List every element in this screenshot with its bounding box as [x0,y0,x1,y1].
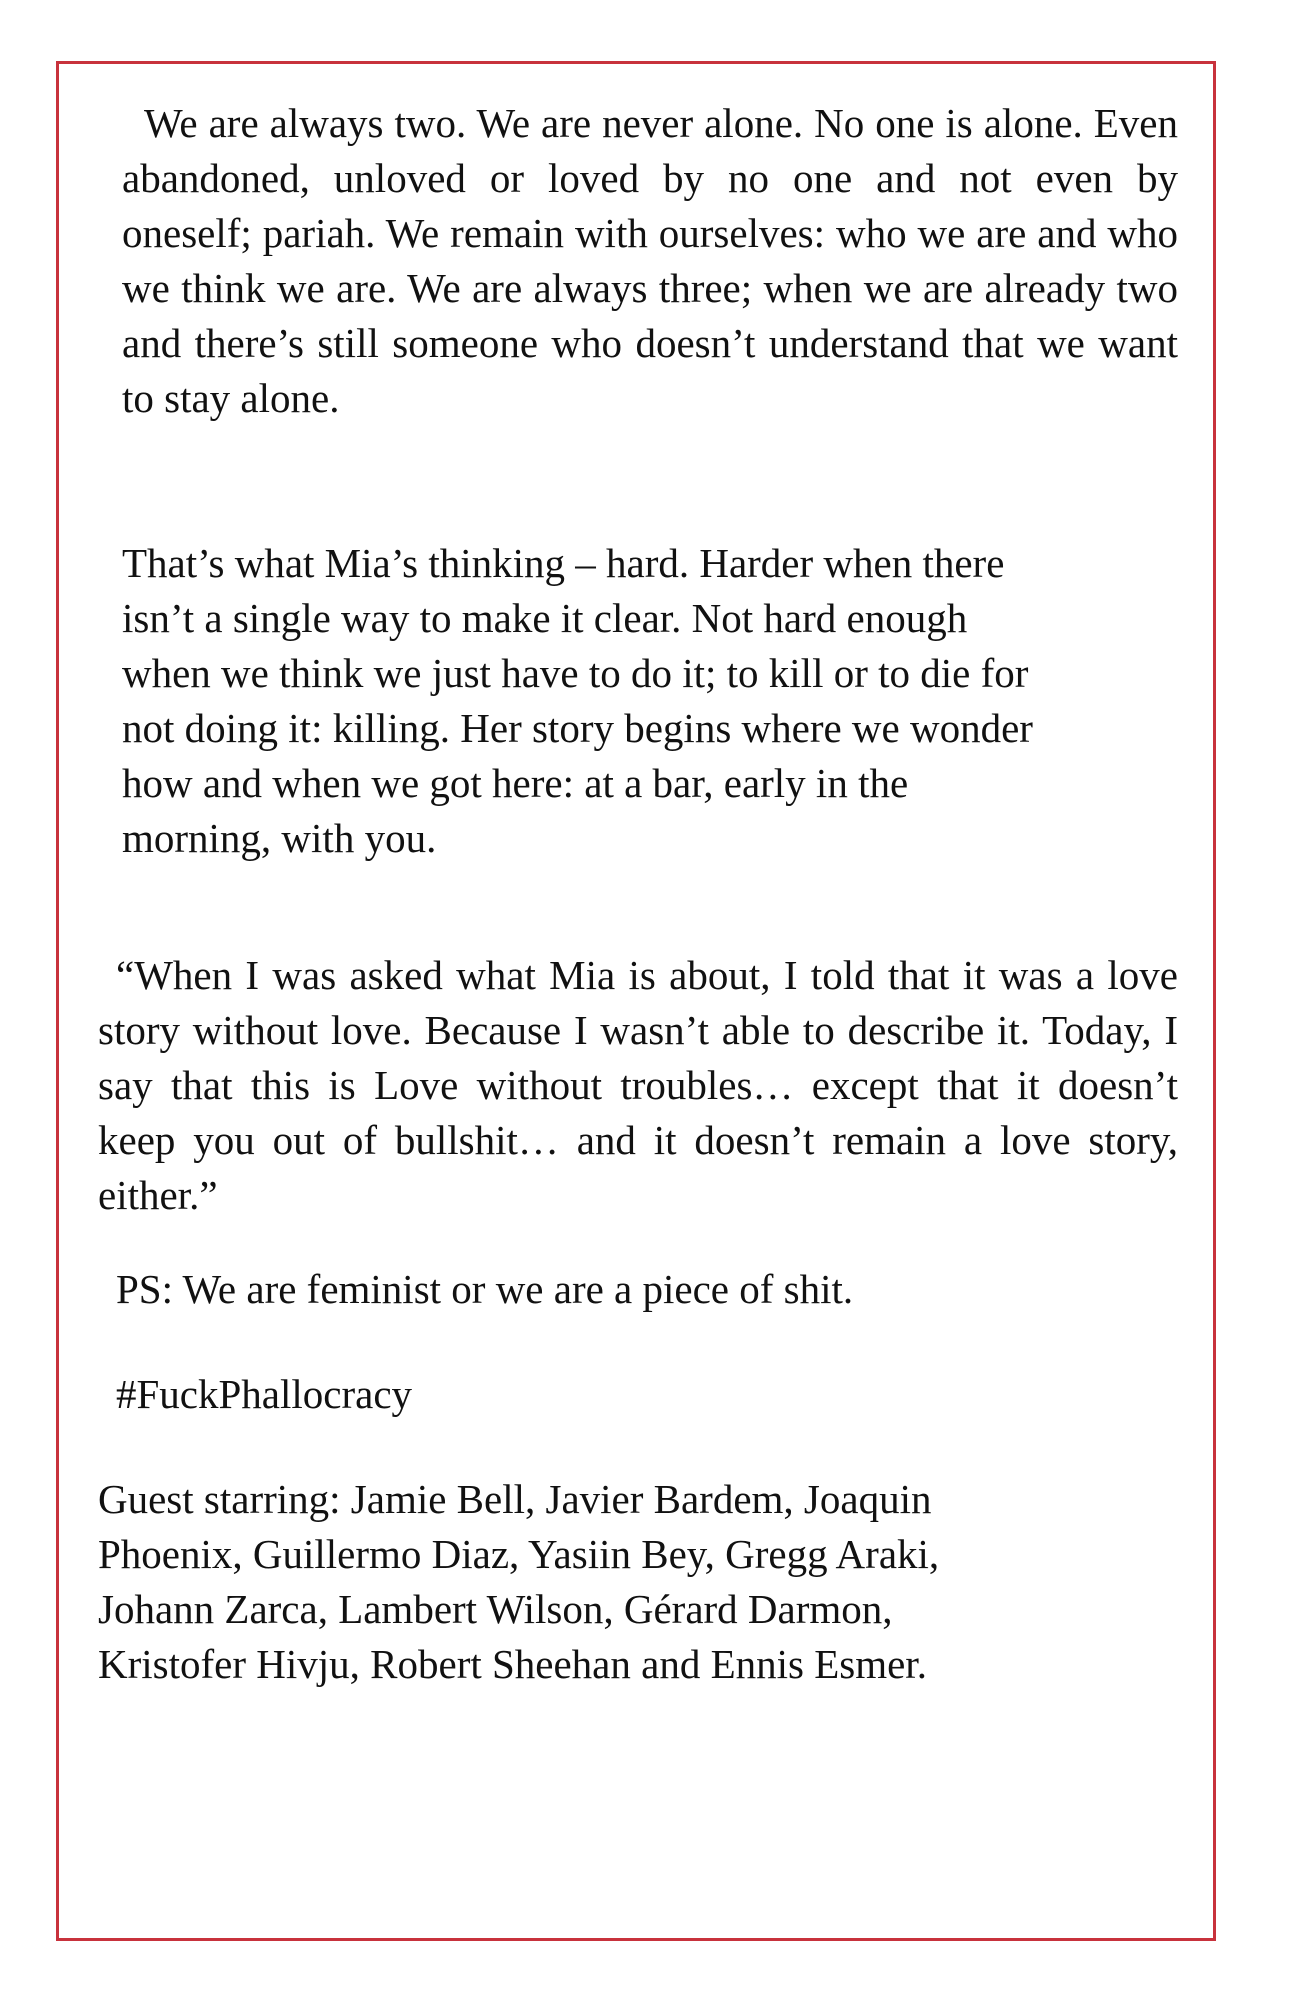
guest-line: Kristofer Hivju, Robert Sheehan and Ennis Esmer. [98,1641,927,1687]
hashtag: #FuckPhallocracy [116,1371,413,1417]
story-line: how and when we got here: at a bar, early in the [122,760,909,806]
author-quote: “When I was asked what Mia is about, I told that it was a love story without love. Because I wasn’t able to describe it. Today, I say that this is Love without troubles… except that it doesn’t keep you out of bullshit… and it doesn’t remain a love story, either.” [98,952,1178,1218]
story-line: isn’t a single way to make it clear. Not hard enough [122,595,968,641]
story-line: not doing it: killing. Her story begins where we wonder [122,705,1033,751]
story-line: That’s what Mia’s thinking – hard. Harder when there [122,540,1005,586]
guest-line: Guest starring: Jamie Bell, Javier Bardem, Joaquin [98,1476,932,1522]
story-line: morning, with you. [122,815,437,861]
guest-starring [98,1472,1098,1692]
story-paragraph [122,536,1178,866]
guest-line: Phoenix, Guillermo Diaz, Yasiin Bey, Gregg Araki, [98,1531,940,1577]
story-line: when we think we just have to do it; to kill or to die for [122,650,1029,696]
intro-paragraph: We are always two. We are never alone. No one is alone. Even abandoned, unloved or loved by no one and not even by oneself; pariah. We remain with ourselves: who we are and who we think we are. We are always three; when we are already two and there’s still someone who doesn’t understand that we want to stay alone. [122,100,1178,421]
guest-line: Johann Zarca, Lambert Wilson, Gérard Darmon, [98,1586,893,1632]
ps-note: PS: We are feminist or we are a piece of shit. [116,1266,854,1312]
